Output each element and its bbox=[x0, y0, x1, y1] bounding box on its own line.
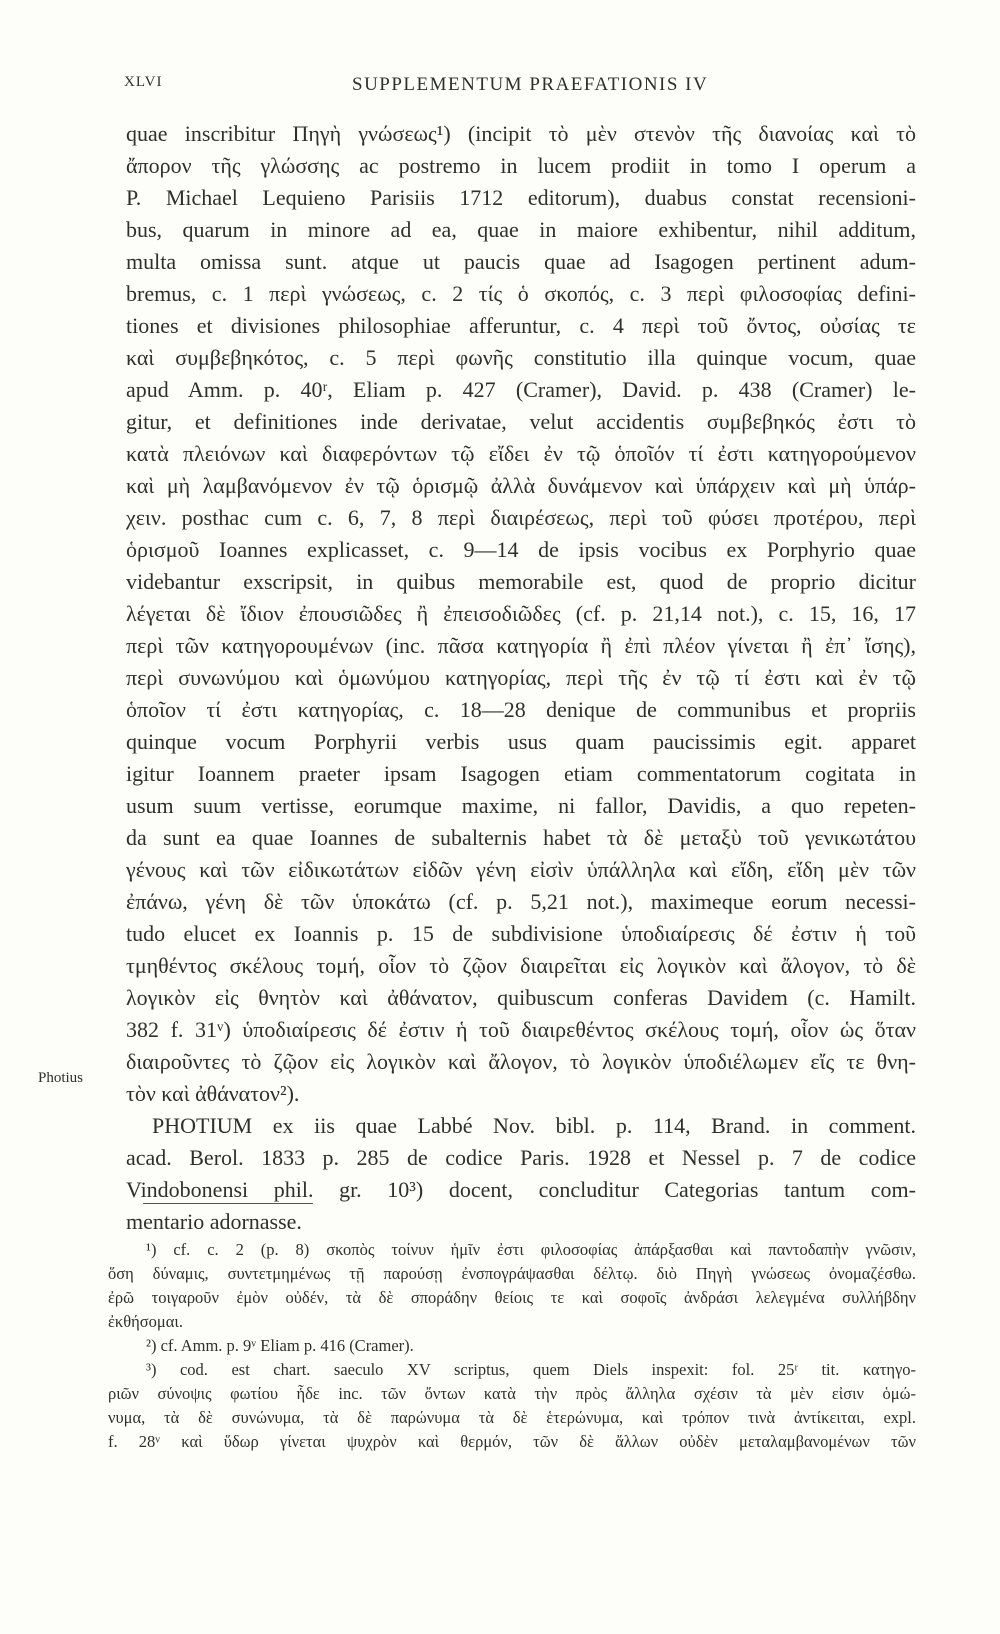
body-line: γένους καὶ τῶν εἰδικωτάτων εἰδῶν γένη εἰσὶν ὑπάλληλα καὶ εἴδη, εἴδη μὲν τῶν bbox=[126, 857, 916, 882]
body-line: λέγεται δὲ ἴδιον ἐπουσιῶδες ἢ ἐπεισοδιῶδες (cf. p. 21,14 not.), c. 15, 16, 17 bbox=[126, 601, 916, 626]
body-line: mentario adornasse. bbox=[126, 1209, 302, 1234]
body-line: acad. Berol. 1833 p. 285 de codice Paris. 1928 et Nessel p. 7 de codice bbox=[126, 1145, 916, 1170]
body-line: PHOTIUM ex iis quae Labbé Nov. bibl. p. 114, Brand. in comment. bbox=[152, 1113, 916, 1138]
body-line: τὸν καὶ ἀθάνατον²). bbox=[126, 1081, 300, 1106]
body-line: Vindobonensi phil. gr. 10³) docent, concluditur Categorias tantum com- bbox=[126, 1177, 916, 1202]
body-line: λογικὸν εἰς θνητὸν καὶ ἀθάνατον, quibuscum conferas Davidem (c. Hamilt. bbox=[126, 985, 916, 1010]
body-line: ἐπάνω, γένη δὲ τῶν ὑποκάτω (cf. p. 5,21 not.), maximeque eorum necessi- bbox=[126, 889, 916, 914]
body-line: da sunt ea quae Ioannes de subalternis habet τὰ δὲ μεταξὺ τοῦ γενικωτάτου bbox=[126, 825, 916, 850]
footnote-line: ¹) cf. c. 2 (p. 8) σκοπὸς τοίνυν ἡμῖν ἐστι φιλοσοφίας ἀπάρξασθαι καὶ παντοδαπὴν γνῶσιν, bbox=[146, 1240, 916, 1259]
body-line: περὶ τῶν κατηγορουμένων (inc. πᾶσα κατηγορία ἢ ἐπὶ πλέον γίνεται ἢ ἐπ᾽ ἴσης), bbox=[126, 633, 916, 658]
footnote-line: ³) cod. est chart. saeculo XV scriptus, quem Diels inspexit: fol. 25ʳ tit. κατηγο- bbox=[146, 1360, 916, 1379]
body-text bbox=[126, 118, 916, 1238]
body-line: tiones et divisiones philosophiae afferuntur, c. 4 περὶ τοῦ ὄντος, οὐσίας τε bbox=[126, 313, 916, 338]
body-line: κατὰ πλειόνων καὶ διαφερόντων τῷ εἴδει ἐν τῷ ὁποῖόν τί ἐστι κατηγορούμενον bbox=[126, 441, 916, 466]
page-number: XLVI bbox=[124, 74, 163, 90]
body-line: χειν. posthac cum c. 6, 7, 8 περὶ διαιρέσεως, περὶ τοῦ φύσει προτέρου, περὶ bbox=[126, 505, 916, 530]
body-line: quae inscribitur Πηγὴ γνώσεως¹) (incipit τὸ μὲν στενὸν τῆς διανοίας καὶ τὸ bbox=[126, 121, 916, 146]
body-line: τμηθέντος σκέλους τομή, οἷον τὸ ζῷον διαιρεῖται εἰς λογικὸν καὶ ἄλογον, τὸ δὲ bbox=[126, 953, 916, 978]
body-line: P. Michael Lequieno Parisiis 1712 editorum), duabus constat recensioni- bbox=[126, 185, 916, 210]
body-line: gitur, et definitiones inde derivatae, velut accidentis συμβεβηκός ἐστι τὸ bbox=[126, 409, 916, 434]
footnote-line: ἐρῶ τοιγαροῦν ἐμὸν οὐδέν, τὰ δὲ σποράδην θείοις τε καὶ σοφοῖς ἀνδράσι λελεγμένα συλλήβδην bbox=[108, 1288, 916, 1307]
running-title: SUPPLEMENTUM PRAEFATIONIS IV bbox=[352, 74, 709, 95]
body-line: ἄπορον τῆς γλώσσης ac postremo in lucem prodiit in tomo I operum a bbox=[126, 153, 916, 178]
body-line: multa omissa sunt. atque ut paucis quae ad Isagogen pertinent adum- bbox=[126, 249, 916, 274]
body-line: bremus, c. 1 περὶ γνώσεως, c. 2 τίς ὁ σκοπός, c. 3 περὶ φιλοσοφίας defini- bbox=[126, 281, 916, 306]
footnote-line: ἐκθήσομαι. bbox=[108, 1312, 183, 1331]
body-line: quinque vocum Porphyrii verbis usus quam paucissimis egit. apparet bbox=[126, 729, 916, 754]
footnotes bbox=[108, 1238, 916, 1454]
body-line: διαιροῦντες τὸ ζῷον εἰς λογικὸν καὶ ἄλογον, τὸ λογικὸν ὑποδιέλωμεν εἴς τε θνη- bbox=[126, 1049, 916, 1074]
footnote-rule bbox=[143, 1203, 313, 1204]
body-line: ὁποῖον τί ἐστι κατηγορίας, c. 18—28 denique de communibus et propriis bbox=[126, 697, 916, 722]
body-line: περὶ συνωνύμου καὶ ὁμωνύμου κατηγορίας, περὶ τῆς ἐν τῷ τί ἐστι καὶ ἐν τῷ bbox=[126, 665, 916, 690]
body-line: tudo elucet ex Ioannis p. 15 de subdivisione ὑποδιαίρεσις δέ ἐστιν ἡ τοῦ bbox=[126, 921, 916, 946]
body-line: apud Amm. p. 40ʳ, Eliam p. 427 (Cramer), David. p. 438 (Cramer) le- bbox=[126, 377, 916, 402]
margin-note: Photius bbox=[38, 1070, 84, 1086]
footnote-line: f. 28ᵛ καὶ ὕδωρ γίνεται ψυχρὸν καὶ θερμόν, τῶν δὲ ἄλλων οὐδὲν μεταλαμβανομένων τῶν bbox=[108, 1432, 916, 1451]
footnote-line: ²) cf. Amm. p. 9ᵛ Eliam p. 416 (Cramer). bbox=[146, 1336, 414, 1355]
body-line: usum suum vertisse, eorumque maxime, ni fallor, Davidis, a quo repeten- bbox=[126, 793, 916, 818]
body-line: videbantur exscripsit, in quibus memorabile est, quod de proprio dicitur bbox=[126, 569, 916, 594]
body-line: bus, quarum in minore ad ea, quae in maiore exhibentur, nihil additum, bbox=[126, 217, 916, 242]
footnote-line: ὅση δύναμις, συντετμημένως τῇ παρούσῃ ἐνσπογράψασθαι δέλτῳ. διὸ Πηγὴ γνώσεως ὀνομαζέσθω. bbox=[108, 1264, 916, 1283]
body-line: 382 f. 31ᵛ) ὑποδιαίρεσις δέ ἐστιν ἡ τοῦ διαιρεθέντος σκέλους τομή, οἷον ὡς ὅταν bbox=[126, 1017, 916, 1042]
body-line: καὶ συμβεβηκότος, c. 5 περὶ φωνῆς constitutio illa quinque vocum, quae bbox=[126, 345, 916, 370]
body-line: ὁρισμοῦ Ioannes explicasset, c. 9—14 de ipsis vocibus ex Porphyrio quae bbox=[126, 537, 916, 562]
body-line: καὶ μὴ λαμβανόμενον ἐν τῷ ὁρισμῷ ἀλλὰ δυνάμενον καὶ ὑπάρχειν καὶ μὴ ὑπάρ- bbox=[126, 473, 916, 498]
footnote-line: νυμα, τὰ δὲ συνώνυμα, τὰ δὲ παρώνυμα τὰ δὲ ἑτερώνυμα, καὶ τρόπον τινὰ ἀντίκειται, expl. bbox=[108, 1408, 916, 1427]
body-line: igitur Ioannem praeter ipsam Isagogen etiam commentatorum cogitata in bbox=[126, 761, 916, 786]
footnote-line: ριῶν σύνοψις φωτίου ἧδε inc. τῶν ὄντων κατὰ τὴν πρὸς ἄλληλα σχέσιν τὰ μὲν εἰσιν ὁμώ- bbox=[108, 1384, 916, 1403]
